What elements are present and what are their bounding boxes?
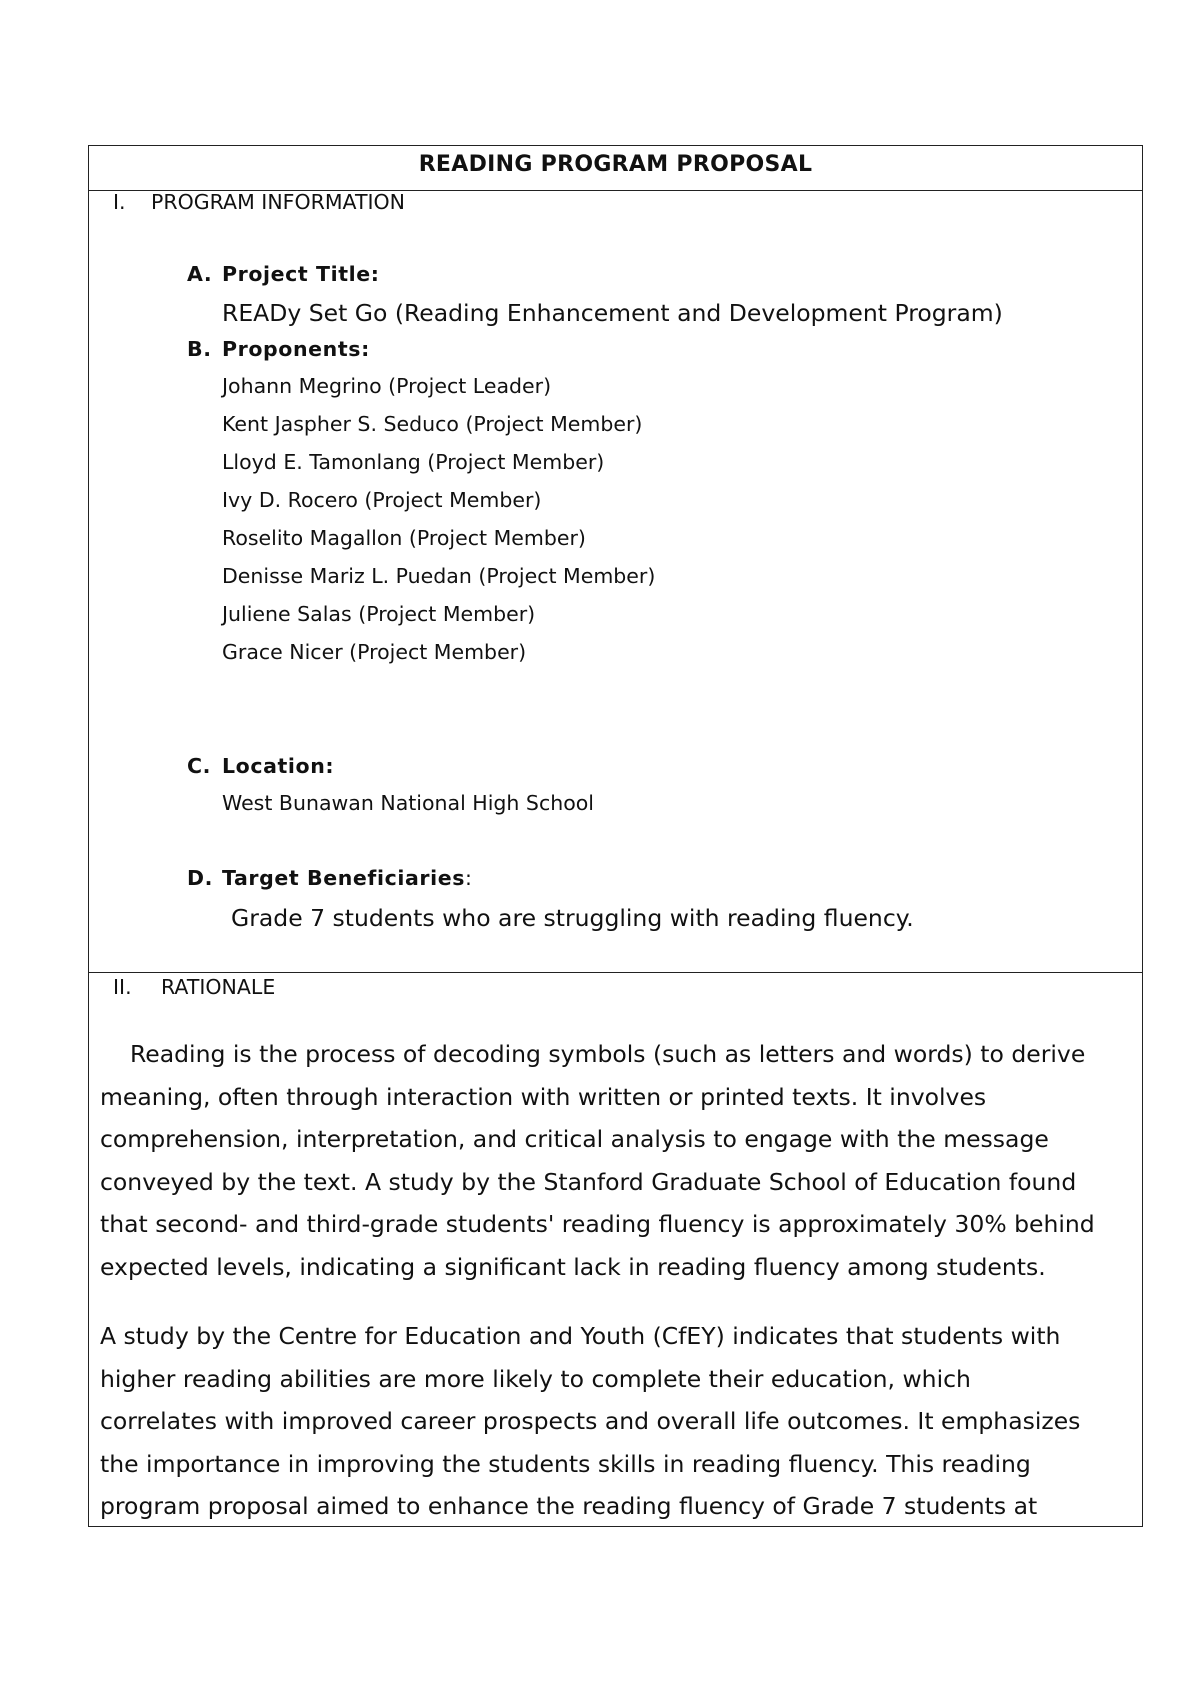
- paragraph-line: the importance in improving the students skills in reading fluency. This reading: [100, 1449, 1031, 1478]
- beneficiaries-label-wrap: [222, 866, 472, 890]
- proponent-item: Juliene Salas (Project Member): [222, 602, 536, 626]
- paragraph-line: that second- and third-grade students' reading fluency is approximately 30% behind: [100, 1210, 1095, 1238]
- project-title-label: Project Title:: [222, 262, 380, 286]
- section1-numeral: I.: [113, 190, 126, 214]
- section1-heading: PROGRAM INFORMATION: [151, 190, 405, 214]
- proponent-item: Ivy D. Rocero (Project Member): [222, 488, 542, 512]
- title-row: [89, 146, 1142, 191]
- beneficiaries-label: Target Beneficiaries: [222, 866, 466, 890]
- proponent-item: Lloyd E. Tamonlang (Project Member): [222, 450, 605, 474]
- beneficiaries-letter: D.: [187, 866, 214, 890]
- paragraph-line: correlates with improved career prospects and overall life outcomes. It emphasizes: [100, 1407, 1081, 1435]
- section2-heading: RATIONALE: [161, 975, 276, 999]
- section2-numeral: II.: [113, 975, 132, 999]
- section-divider: [89, 972, 1142, 973]
- rationale-paragraph-1: [100, 1033, 1140, 1288]
- paragraph-line: Reading is the process of decoding symbols (such as letters and words) to derive: [130, 1040, 1086, 1068]
- proponent-item: Johann Megrino (Project Leader): [222, 374, 552, 398]
- project-title-letter: A.: [187, 262, 213, 286]
- paragraph-line: comprehension, interpretation, and critical analysis to engage with the message: [100, 1125, 1049, 1153]
- proponent-item: Grace Nicer (Project Member): [222, 640, 527, 664]
- rationale-paragraph-2: [100, 1315, 1140, 1528]
- paragraph-line: A study by the Centre for Education and Youth (CfEY) indicates that students with: [100, 1322, 1061, 1350]
- paragraph-line: meaning, often through interaction with written or printed texts. It involves: [100, 1082, 987, 1111]
- proponent-item: Denisse Mariz L. Puedan (Project Member): [222, 564, 656, 588]
- proposal-table: [88, 145, 1143, 1527]
- proponent-item: Roselito Magallon (Project Member): [222, 526, 586, 550]
- document-title: READING PROGRAM PROPOSAL: [418, 152, 813, 177]
- paragraph-line: expected levels, indicating a significant lack in reading fluency among students.: [100, 1252, 1046, 1281]
- paragraph-line: program proposal aimed to enhance the reading fluency of Grade 7 students at: [100, 1492, 1038, 1520]
- paragraph-line: conveyed by the text. A study by the Stanford Graduate School of Education found: [100, 1167, 1077, 1196]
- location-label: Location:: [222, 754, 335, 778]
- proponent-item: Kent Jaspher S. Seduco (Project Member): [222, 412, 643, 436]
- project-title-value: READy Set Go (Reading Enhancement and Development Program): [222, 299, 1003, 327]
- beneficiaries-value: Grade 7 students who are struggling with reading fluency.: [231, 904, 914, 932]
- proponents-letter: B.: [187, 337, 212, 361]
- paragraph-line: higher reading abilities are more likely to complete their education, which: [100, 1364, 971, 1393]
- proponents-label: Proponents:: [222, 337, 370, 361]
- beneficiaries-colon: :: [465, 866, 472, 890]
- location-letter: C.: [187, 754, 212, 778]
- location-value: West Bunawan National High School: [222, 791, 594, 815]
